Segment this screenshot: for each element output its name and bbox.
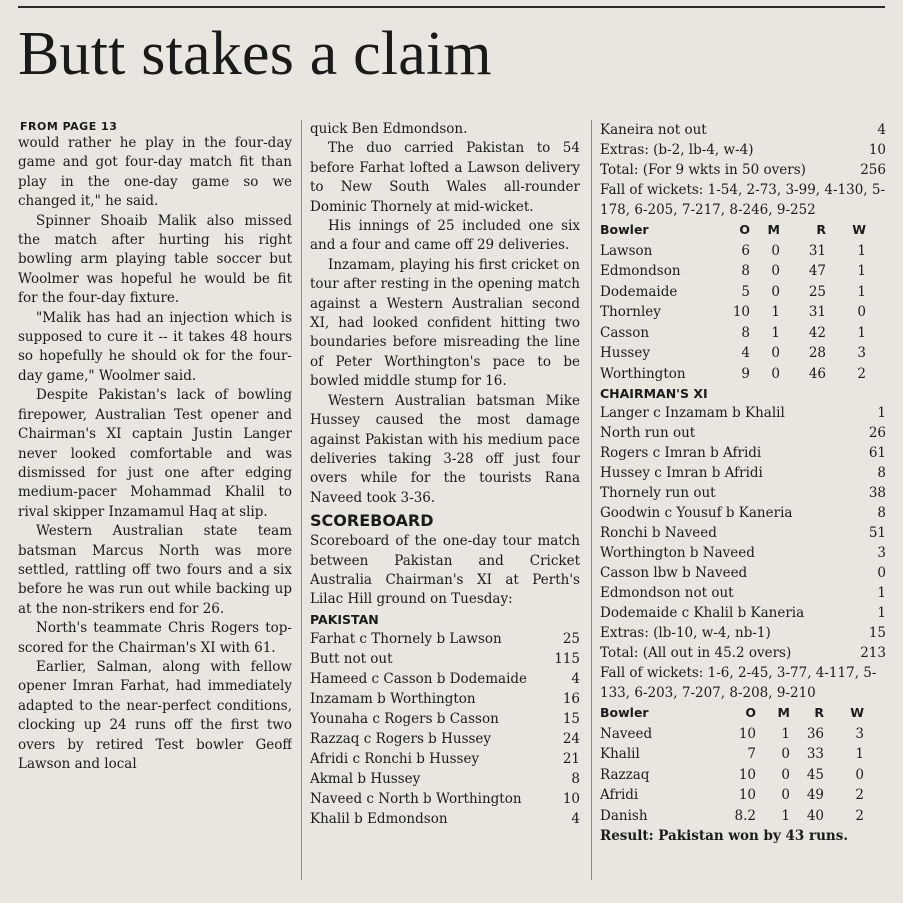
bowling-cell: 33 [806,746,824,762]
headline: Butt stakes a claim [18,20,492,88]
bowling-cell: 47 [808,263,826,279]
runs-value: 4 [571,810,580,827]
extras-row [600,623,886,643]
bowling-cell: 1 [771,324,780,341]
bowling-header: M [767,222,780,237]
player-entry: Khalil b Edmondson [310,810,448,827]
paragraph: His innings of 25 included one six and a four and came off 29 deliveries. [310,218,580,254]
player-entry: Butt not out [310,650,393,667]
bowling-cell: Hussey [600,345,650,361]
runs-value: 16 [562,690,580,707]
runs-value: 26 [868,425,886,441]
bowling-cell: Thornley [600,304,661,320]
scoreboard-heading: SCOREBOARD [310,511,434,531]
runs-value: 3 [877,545,886,561]
paragraph: Western Australian batsman Mike Hussey caused the most damage against Pakistan with his medium pace deliveries taking 3-28 off just four overs while for the tourists Rana Naveed took 3-36. [310,392,580,506]
bowling-cell: 5 [741,283,750,300]
bowling-cell: 2 [855,807,864,824]
player-entry: Naveed c North b Worthington [310,790,522,807]
bowling-cell: 0 [771,345,780,361]
extras-row [600,140,886,160]
bowling-cell: 0 [857,304,866,320]
paragraph: The duo carried Pakistan to 54 before Farhat lofted a Lawson delivery to New South Wales all-rounder Dominic Thornely at mid-wicket. [310,140,580,215]
bowling-cell: 1 [857,283,866,300]
player-entry: Afridi c Ronchi b Hussey [310,750,480,767]
fall-of-wickets: Fall of wickets: 1-6, 2-45, 3-77, 4-117, 5-133, 6-203, 7-207, 8-208, 9-210 [600,665,877,701]
batting-row [600,483,886,503]
runs-value: 8 [877,505,886,521]
runs-value: 1 [877,605,886,621]
paragraph: North's teammate Chris Rogers top-scored for the Chairman's XI with 61. [18,620,292,656]
bowling-cell: 0 [771,365,780,382]
batting-row [600,603,886,623]
player-entry: Younaha c Rogers b Casson [310,710,499,727]
player-entry: Total: (All out in 45.2 overs) [600,645,792,661]
bowling-table [600,220,886,384]
player-entry: Worthington b Naveed [600,545,755,561]
player-entry: Total: (For 9 wkts in 50 overs) [600,162,806,178]
total-row [600,160,886,180]
bowling-header: Bowler [600,705,649,720]
player-entry: Hameed c Casson b Dodemaide [310,670,528,687]
batting-row [600,583,886,603]
bowling-cell: Afridi [600,787,639,803]
pakistan-batting [310,629,580,829]
bowling-cell: 7 [747,746,756,762]
batting-row [310,809,580,829]
batting-row [600,423,886,443]
pakistan-label: PAKISTAN [310,611,379,627]
batting-row [600,503,886,523]
batting-row [600,523,886,543]
bowling-cell: 10 [732,304,750,320]
paragraph: "Malik has had an injection which is supposed to cure it -- it takes 48 hours so hopefully he should ok for the four-day game," Woolmer said. [18,309,292,384]
bowling-cell: 31 [808,304,826,320]
runs-value: 10 [868,142,886,158]
paragraph: would rather he play in the four-day game and got four-day match fit than play in the one-day game so we changed it," he said. [18,135,292,210]
bowling-header: W [850,705,864,720]
runs-value: 115 [554,650,580,667]
paragraph: Despite Pakistan's lack of bowling firepower, Australian Test opener and Chairman's XI captain Justin Langer never looked comfortable and was dismissed for just one after edging medium-pacer Mohammad Khalil to rival skipper Inzamamul Haq at slip. [18,387,292,520]
bowling-header: M [777,705,790,720]
chairman-batting [600,403,886,663]
bowling-cell: 1 [771,304,780,320]
bowling-cell: 1 [857,242,866,259]
bowling-cell: 42 [808,324,826,341]
bowling-cell: 4 [741,345,750,361]
paragraph: quick Ben Edmondson. [310,121,468,137]
bowling-header: O [745,705,756,720]
fall-of-wickets: Fall of wickets: 1-54, 2-73, 3-99, 4-130, 5-178, 6-205, 7-217, 8-246, 9-252 [600,182,886,218]
bowling-cell: Lawson [600,242,653,259]
batting-row [310,709,580,729]
bowling-cell: Edmondson [600,263,681,279]
player-entry: Inzamam b Worthington [310,690,476,707]
batting-row [310,749,580,769]
match-result: Result: Pakistan won by 43 runs. [600,828,849,844]
runs-value: 25 [562,630,580,647]
bowling-cell: 25 [808,283,826,300]
paragraph: Spinner Shoaib Malik also missed the match after hurting his right bowling arm playing table soccer but Woolmer was hopeful he would be fit for the four-day fixture. [18,212,292,307]
runs-value: 1 [877,585,886,601]
bowling-cell: 10 [738,787,756,803]
bowling-header: O [739,222,750,237]
batting-row [600,443,886,463]
batting-row [600,120,886,140]
player-entry: Extras: (lb-10, w-4, nb-1) [600,625,771,641]
bowling-cell: 6 [741,242,750,259]
player-entry: Dodemaide c Khalil b Kaneria [600,605,805,621]
batting-row [600,403,886,423]
bowling-header: W [852,222,866,237]
batting-row [310,769,580,789]
player-entry: Casson lbw b Naveed [600,565,748,581]
bowling-cell: 0 [771,263,780,279]
batting-row [600,543,886,563]
runs-value: 15 [562,710,580,727]
batting-row [600,563,886,583]
bowling-cell: Khalil [600,746,640,762]
bowling-cell: 0 [781,766,790,783]
runs-value: 15 [868,625,886,641]
batting-row [310,789,580,809]
paragraph: Earlier, Salman, along with fellow opener Imran Farhat, had immediately adapted to the near-perfect conditions, clocking up 24 runs off the first two overs by retired Test bowler Geoff Lawson and local [18,658,292,772]
bowling-cell: 2 [855,787,864,803]
article-column-1 [18,120,292,896]
batting-row [310,689,580,709]
bowling-cell: 1 [857,324,866,341]
player-entry: Rogers c Imran b Afridi [600,445,762,461]
bowling-cell: 9 [741,365,750,382]
bowling-cell: 1 [855,746,864,762]
player-entry: North run out [600,425,696,441]
bowling-cell: 46 [808,365,826,382]
batting-row [310,649,580,669]
runs-value: 4 [571,670,580,687]
bowling-cell: 31 [808,242,826,259]
bowling-header: R [816,222,826,237]
player-entry: Extras: (b-2, lb-4, w-4) [600,142,754,158]
bowling-header: R [814,705,824,720]
player-entry: Ronchi b Naveed [600,525,717,541]
bowling-cell: 10 [738,766,756,783]
runs-value: 24 [562,730,580,747]
bowling-cell: Casson [600,324,650,341]
top-rule [18,6,885,8]
runs-value: 8 [877,465,886,481]
bowling-cell: Razzaq [600,766,650,783]
bowling-cell: 1 [781,725,790,742]
runs-value: 51 [868,525,886,541]
bowling-cell: 0 [771,283,780,300]
scoreboard-intro: Scoreboard of the one-day tour match between Pakistan and Cricket Australia Chairman's XI at Perth's Lilac Hill ground on Tuesday: [310,533,580,608]
column-divider [591,120,592,880]
player-entry: Hussey c Imran b Afridi [600,465,763,481]
bowling-cell: 36 [806,725,824,742]
runs-value: 61 [868,445,886,461]
bowling-cell: 1 [857,263,866,279]
bowling-cell: Danish [600,807,648,824]
bowling-cell: 28 [808,345,826,361]
runs-value: 256 [860,162,886,178]
column-divider [301,120,302,880]
bowling-cell: 0 [855,766,864,783]
from-page-label: FROM PAGE 13 [20,120,118,133]
bowling-cell: 3 [857,345,866,361]
runs-value: 8 [571,770,580,787]
bowling-cell: 8 [741,324,750,341]
runs-value: 0 [877,565,886,581]
batting-row [310,629,580,649]
bowling-cell: 8 [741,263,750,279]
runs-value: 21 [562,750,580,767]
player-entry: Thornely run out [600,485,716,501]
article-column-2 [310,120,580,896]
paragraph: Western Australian state team batsman Marcus North was more settled, rattling off two fours and a six before he was run out while backing up at the non-strikers end for 26. [18,523,292,617]
scoreboard-column [600,120,886,896]
runs-value: 10 [562,790,580,807]
player-entry: Edmondson not out [600,585,734,601]
bowling-cell: Naveed [600,725,653,742]
bowling-cell: 8.2 [734,807,756,824]
runs-value: 4 [877,122,886,138]
batting-row [310,729,580,749]
bowling-cell: 0 [781,787,790,803]
bowling-cell: 0 [771,242,780,259]
paragraph: Inzamam, playing his first cricket on tour after resting in the opening match against a Western Australian second XI, had looked confident hitting two boundaries before misreading the line of Peter Worthington's pace to be bowled middle stump for 16. [310,256,580,390]
batting-row [310,669,580,689]
batting-row [600,463,886,483]
player-entry: Langer c Inzamam b Khalil [600,405,785,421]
bowling-cell: Worthington [600,365,686,382]
bowling-header: Bowler [600,222,649,237]
player-entry: Akmal b Hussey [310,770,421,787]
runs-value: 1 [877,405,886,421]
bowling-cell: 0 [781,746,790,762]
player-entry: Goodwin c Yousuf b Kaneria [600,505,793,521]
bowling-table [600,703,886,826]
runs-value: 38 [868,485,886,501]
bowling-cell: 3 [855,725,864,742]
total-row [600,643,886,663]
chairman-label: CHAIRMAN'S XI [600,386,708,401]
runs-value: 213 [860,645,886,661]
player-entry: Kaneira not out [600,122,707,138]
bowling-cell: 2 [857,365,866,382]
bowling-cell: 1 [781,807,790,824]
bowling-cell: Dodemaide [600,283,678,300]
bowling-cell: 45 [806,766,824,783]
bowling-cell: 10 [738,725,756,742]
player-entry: Razzaq c Rogers b Hussey [310,730,492,747]
bowling-cell: 40 [806,807,824,824]
bowling-cell: 49 [806,787,824,803]
player-entry: Farhat c Thornely b Lawson [310,630,502,647]
